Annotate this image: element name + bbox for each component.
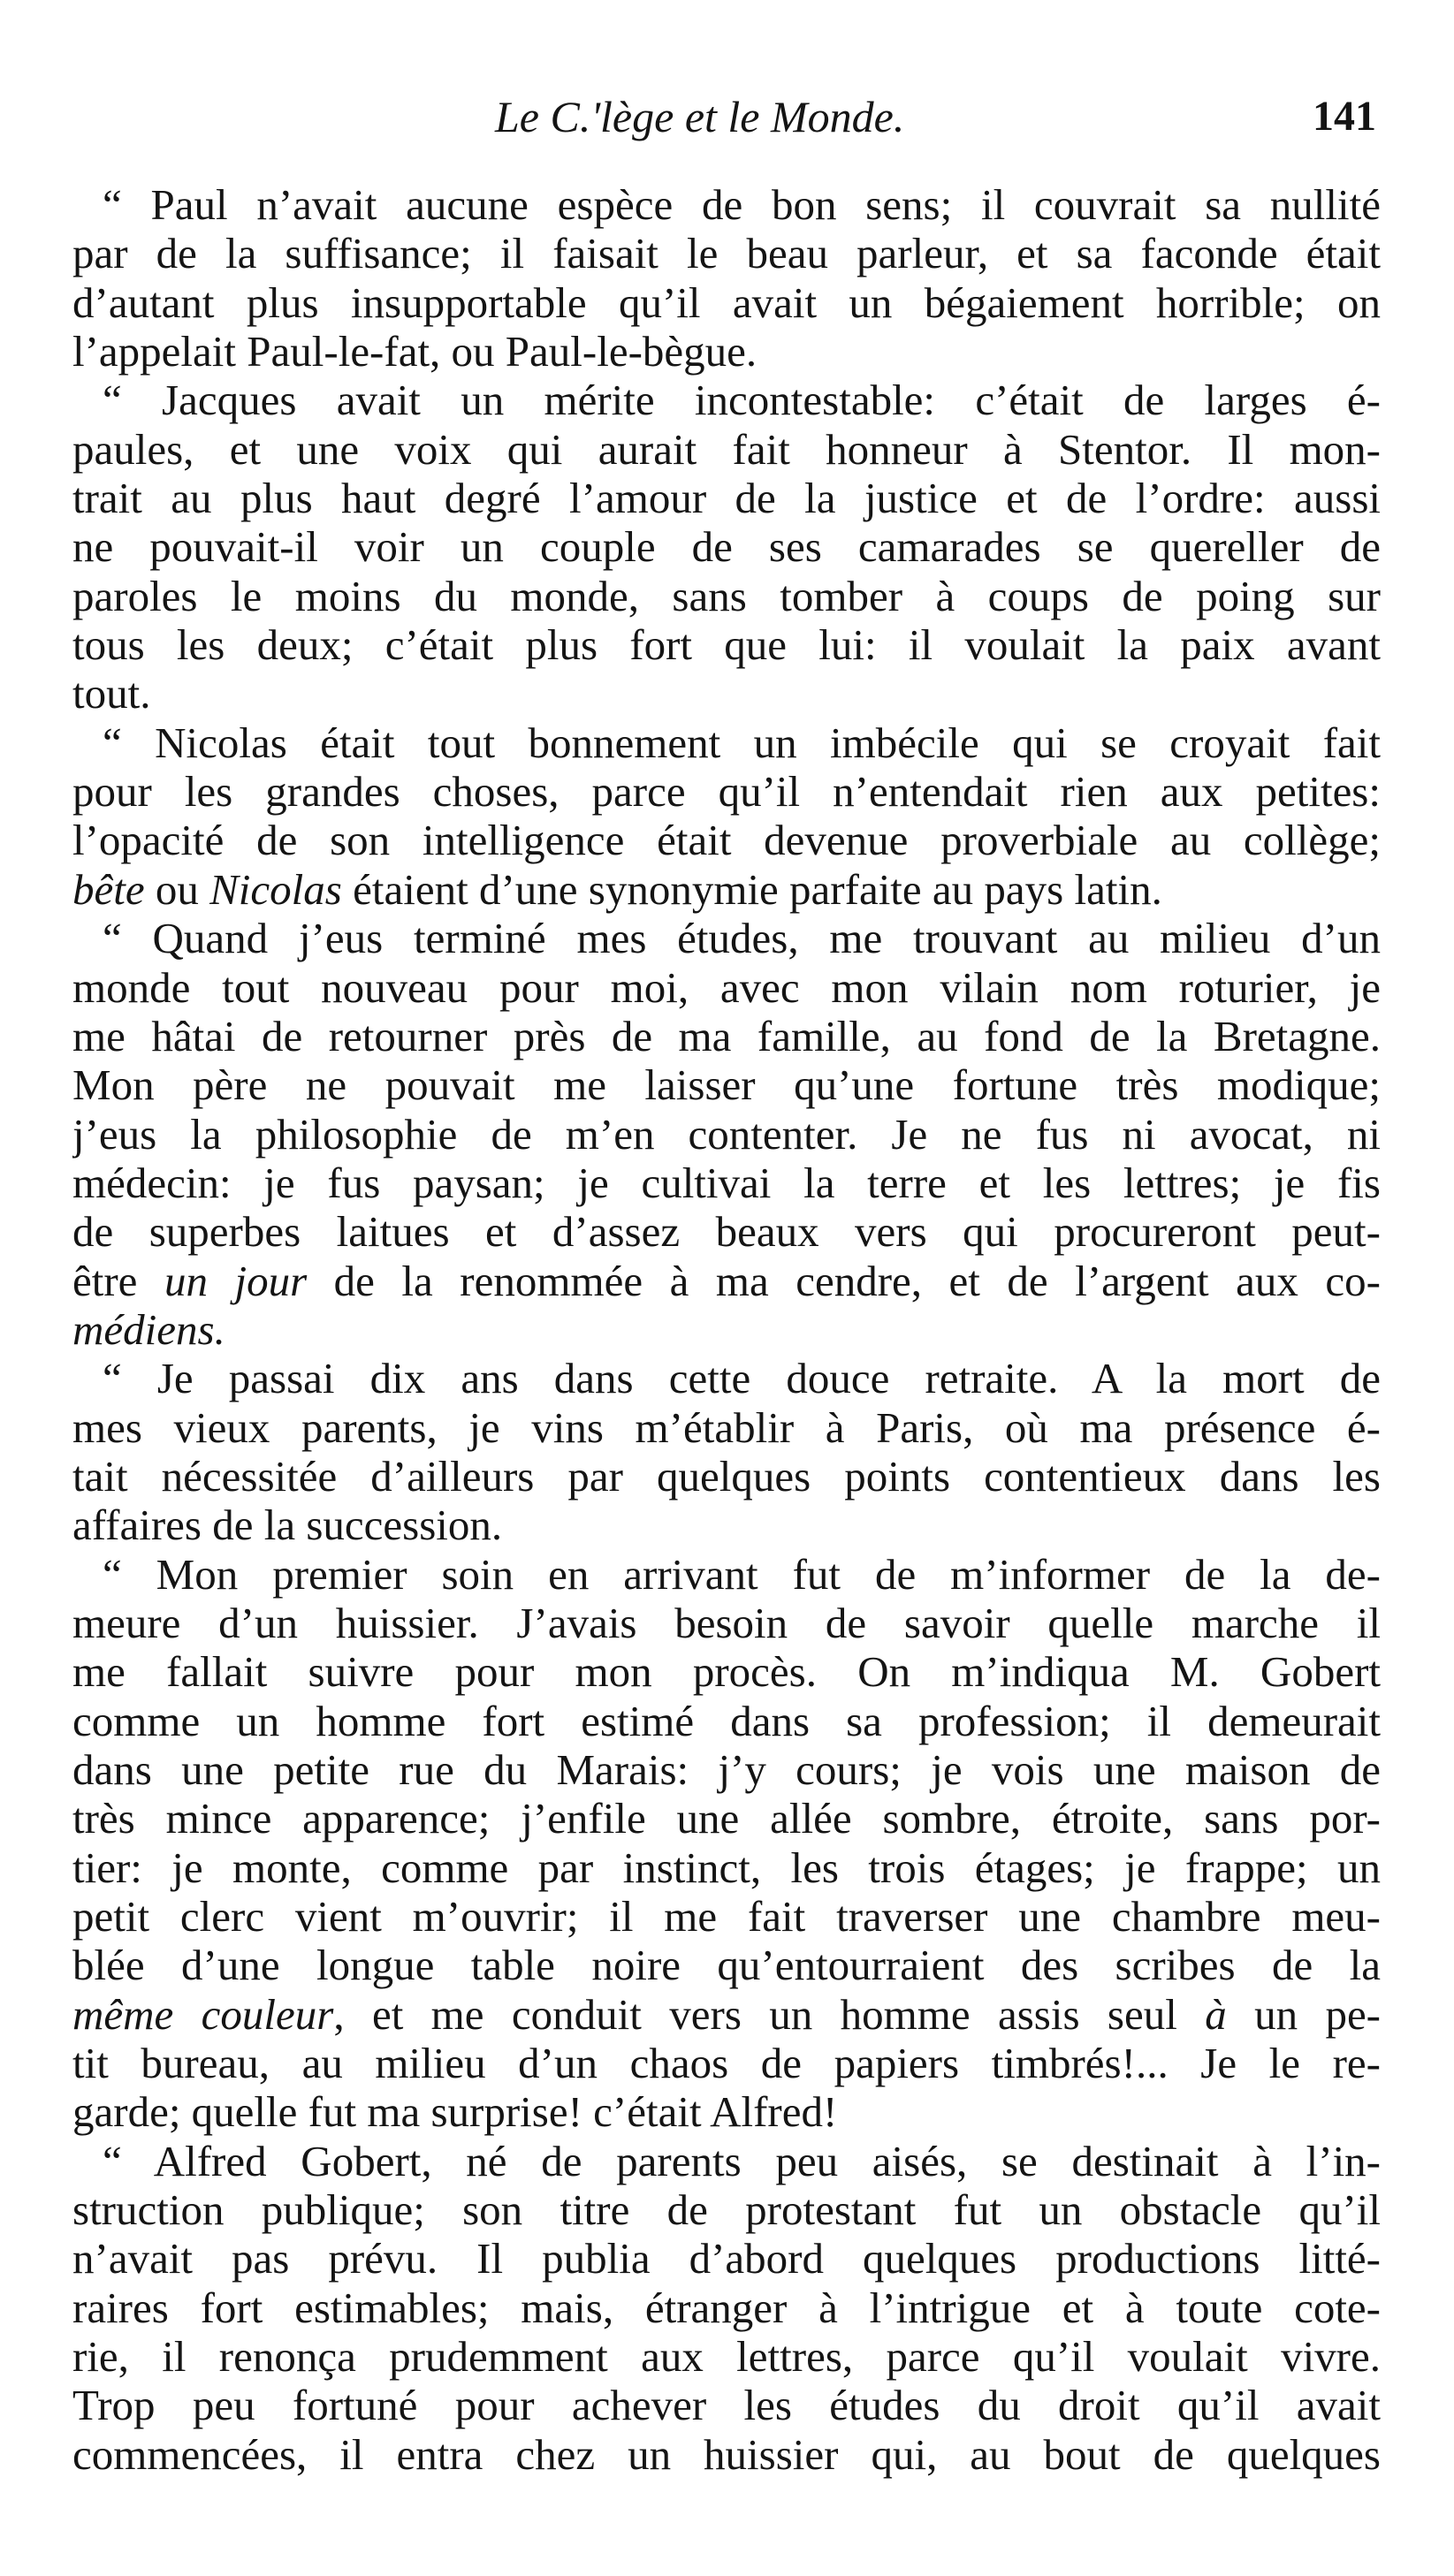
body-text <box>72 180 1381 2479</box>
text-line <box>72 2185 1381 2234</box>
text-line <box>72 1892 1381 1941</box>
text-segment: “ Je passai dix ans dans cette douce retraite. A la mort de <box>103 1354 1381 1403</box>
text-line <box>72 1257 1381 1305</box>
text-line <box>72 327 1381 376</box>
text-segment: de la renommée à ma cendre, et de l’argent aux co- <box>307 1256 1381 1305</box>
text-segment: monde tout nouveau pour moi, avec mon vilain nom roturier, je <box>72 962 1381 1012</box>
text-segment: Trop peu fortuné pour achever les études du droit qu’il avait <box>72 2381 1381 2430</box>
italic-text: un jour <box>164 1256 308 1305</box>
text-segment: dans une petite rue du Marais: j’y cours; je vois une maison de <box>72 1745 1381 1794</box>
text-segment: commencées, il entra chez un huissier qui, au bout de quelques <box>72 2429 1381 2479</box>
paragraph-first-line <box>72 376 1381 424</box>
text-line <box>72 2381 1381 2429</box>
text-segment: struction publique; son titre de protestant fut un obstacle qu’il <box>72 2185 1381 2235</box>
text-line <box>72 474 1381 522</box>
text-line <box>72 1305 1381 1354</box>
text-line <box>72 1990 1381 2039</box>
text-segment: être <box>72 1256 164 1305</box>
text-line <box>72 278 1381 327</box>
text-line <box>72 816 1381 864</box>
text-segment: tier: je monte, comme par instinct, les trois étages; je frappe; un <box>72 1843 1381 1892</box>
text-line <box>72 2283 1381 2332</box>
text-line <box>72 522 1381 571</box>
paragraph-first-line <box>72 1550 1381 1599</box>
text-segment: tous les deux; c’était plus fort que lui: il voulait la paix avant <box>72 620 1381 670</box>
text-segment: , et me conduit vers un homme assis seul <box>333 1989 1206 2039</box>
running-title: Le C.'lège et le Monde. <box>495 92 905 141</box>
text-segment: trait au plus haut degré l’amour de la justice et de l’ordre: aussi <box>72 474 1381 523</box>
text-line <box>72 1941 1381 1989</box>
text-segment: par de la suffisance; il faisait le beau parleur, et sa faconde était <box>72 229 1381 278</box>
text-segment: j’eus la philosophie de m’en contenter. Je ne fus ni avocat, ni <box>72 1109 1381 1159</box>
text-segment: ou <box>144 864 210 914</box>
text-segment: me fallait suivre pour mon procès. On m’indiqua M. Gobert <box>72 1647 1381 1697</box>
text-segment: garde; quelle fut ma surprise! c’était Alfred! <box>72 2087 838 2137</box>
text-segment: “ Paul n’avait aucune espèce de bon sens; il couvrait sa nullité <box>103 180 1381 229</box>
text-segment: “ Alfred Gobert, né de parents peu aisés, se destinait à l’in- <box>103 2136 1381 2185</box>
page-number: 141 <box>1313 93 1376 140</box>
text-line <box>72 229 1381 277</box>
text-line <box>72 1452 1381 1501</box>
text-segment: Mon père ne pouvait me laisser qu’une fortune très modique; <box>72 1060 1381 1110</box>
text-segment: d’autant plus insupportable qu’il avait un bégaiement horrible; on <box>72 277 1381 327</box>
text-line <box>72 620 1381 669</box>
text-line <box>72 963 1381 1012</box>
text-line <box>72 1012 1381 1060</box>
text-segment: me hâtai de retourner près de ma famille, au fond de la Bretagne. <box>72 1011 1381 1060</box>
text-segment: raires fort estimables; mais, étranger à l’intrigue et à toute cote- <box>72 2283 1381 2332</box>
text-line <box>72 425 1381 474</box>
text-segment: comme un homme fort estimé dans sa profession; il demeurait <box>72 1696 1381 1745</box>
text-line <box>72 669 1381 718</box>
text-line <box>72 2234 1381 2283</box>
text-segment: affaires de la succession. <box>72 1501 503 1550</box>
paragraph-first-line <box>72 914 1381 962</box>
text-line <box>72 1403 1381 1452</box>
text-segment: meure d’un huissier. J’avais besoin de savoir quelle marche il <box>72 1598 1381 1647</box>
text-line <box>72 1501 1381 1549</box>
italic-text: médiens. <box>72 1304 225 1354</box>
text-segment: petit clerc vient m’ouvrir; il me fait traverser une chambre meu- <box>72 1892 1381 1941</box>
text-segment: tait nécessitée d’ailleurs par quelques points contentieux dans les <box>72 1451 1381 1501</box>
text-segment: paroles le moins du monde, sans tomber à coups de poing sur <box>72 571 1381 620</box>
text-line <box>72 1110 1381 1159</box>
paragraph-first-line <box>72 1354 1381 1402</box>
text-line <box>72 1647 1381 1696</box>
text-segment: l’appelait Paul-le-fat, ou Paul-le-bègue. <box>72 327 757 376</box>
text-segment: très mince apparence; j’enfile une allée sombre, étroite, sans por- <box>72 1794 1381 1843</box>
text-segment: de superbes laitues et d’assez beaux vers qui procureront peut- <box>72 1207 1381 1257</box>
text-line <box>72 865 1381 914</box>
text-line <box>72 1159 1381 1207</box>
paragraph-first-line <box>72 180 1381 229</box>
text-segment: blée d’une longue table noire qu’entourraient des scribes de la <box>72 1941 1381 1990</box>
text-line <box>72 572 1381 620</box>
italic-text: Nicolas <box>209 864 342 914</box>
text-segment: ne pouvait-il voir un couple de ses camarades se quereller de <box>72 522 1381 572</box>
text-segment: paules, et une voix qui aurait fait honneur à Stentor. Il mon- <box>72 424 1381 474</box>
text-segment: un pe- <box>1226 1989 1381 2039</box>
text-segment: mes vieux parents, je vins m’établir à Paris, où ma présence é- <box>72 1402 1381 1452</box>
text-segment: “ Jacques avait un mérite incontestable: c’était de larges é- <box>103 376 1381 425</box>
text-line <box>72 2430 1381 2479</box>
text-segment: n’avait pas prévu. Il publia d’abord quelques productions litté- <box>72 2234 1381 2283</box>
text-segment: l’opacité de son intelligence était devenue proverbiale au collège; <box>72 816 1381 865</box>
text-segment: “ Quand j’eus terminé mes études, me trouvant au milieu d’un <box>103 914 1381 963</box>
paragraph-first-line <box>72 718 1381 767</box>
text-line <box>72 1599 1381 1647</box>
text-line <box>72 767 1381 816</box>
text-line <box>72 1843 1381 1892</box>
text-segment: rie, il renonça prudemment aux lettres, parce qu’il voulait vivre. <box>72 2332 1381 2382</box>
text-line <box>72 1794 1381 1843</box>
italic-text: à <box>1205 1989 1227 2039</box>
text-segment: “ Mon premier soin en arrivant fut de m’informer de la de- <box>103 1549 1381 1599</box>
text-segment: “ Nicolas était tout bonnement un imbécile qui se croyait fait <box>103 718 1381 767</box>
paragraph-first-line <box>72 2137 1381 2185</box>
text-line <box>72 1697 1381 1745</box>
text-line <box>72 1207 1381 1256</box>
text-segment: étaient d’une synonymie parfaite au pays latin. <box>341 864 1162 914</box>
text-line <box>72 2039 1381 2087</box>
text-segment: médecin: je fus paysan; je cultivai la terre et les lettres; je fis <box>72 1158 1381 1207</box>
italic-text: bête <box>72 864 145 914</box>
text-segment: tout. <box>72 669 151 718</box>
text-segment: tit bureau, au milieu d’un chaos de papiers timbrés!... Je le re- <box>72 2039 1381 2088</box>
page-header <box>0 85 1454 148</box>
text-line <box>72 2332 1381 2381</box>
text-segment: pour les grandes choses, parce qu’il n’entendait rien aux petites: <box>72 767 1381 817</box>
text-line <box>72 1060 1381 1109</box>
italic-text: même couleur <box>72 1989 334 2039</box>
text-line <box>72 1745 1381 1794</box>
text-line <box>72 2087 1381 2136</box>
